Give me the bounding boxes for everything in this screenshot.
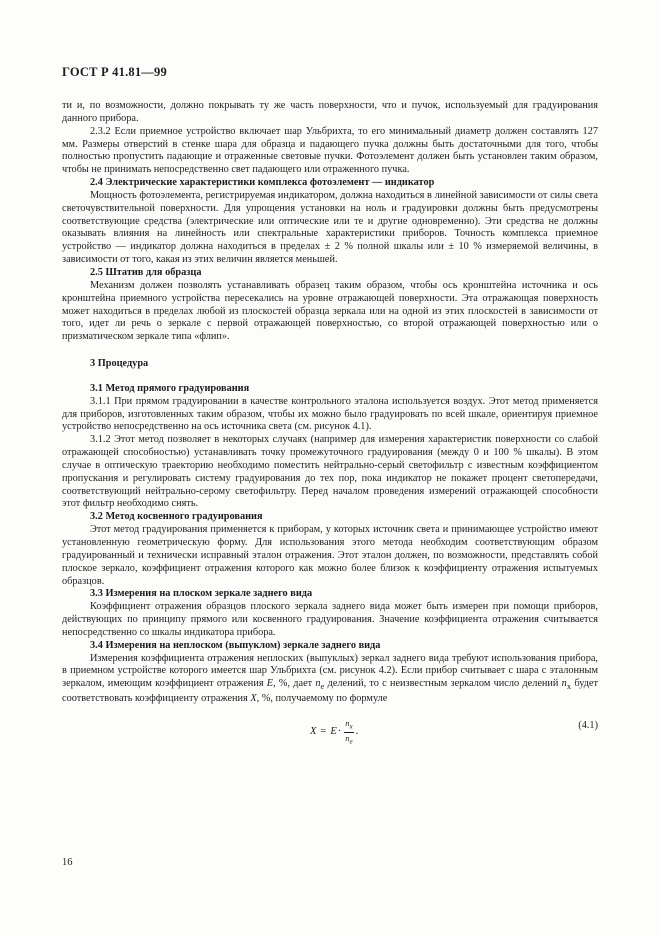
variable-n-e: n (315, 678, 321, 690)
document-header: ГОСТ Р 41.81—99 (62, 65, 167, 79)
formula-lhs: X (310, 725, 317, 737)
paragraph-2-4: Мощность фотоэлемента, регистрируемая индикатором, должна находиться в линейной зависимости от силы света светочувствительной поверхности. Для упрощения установки на ноль и градуировки должны быть предусмотрены соответствующие средства (электрические или оптические или те и другие одновременно). Эти средства не должны оказывать влияния на линейность или спектральные характеристики приборов. Точность комплекса приемное устройство — индикатор должна находиться в пределах ± 2 % полной шкалы или ± 10 % измеряемой величины, в зависимости от того, какая из этих величин является меньшей. (62, 189, 598, 266)
paragraph-3-2: Этот метод градуирования применяется к приборам, у которых источник света и принимающее устройство имеют установленную геометрическую форму. Для использования этого метода необходим соответствующим образом градуированный и технически исправный эталон отражения. Этот эталон должен, по возможности, представлять собой плоское зеркало, коэффициент отражения которого как можно более близок к коэффициенту отражения испытуемых образцов. (62, 524, 598, 587)
heading-3-2: 3.2 Метод косвенного градуирования (90, 511, 263, 523)
variable-n-x: n (561, 678, 567, 690)
paragraph-2-3-2: 2.3.2 Если приемное устройство включает шар Ульбрихта, то его минимальный диаметр должен составлять 127 мм. Размеры отверстий в стенке шара для образца и падающего пучка должны быть достаточными для того, чтобы полностью пропустить падающие и отраженные световые пучки. Фотоэлемент должен быть установлен таким образом, чтобы не принимать непосредственно свет падающего или отраженного пучка. (62, 125, 598, 176)
formula-numerator: $n_x$ (345, 718, 353, 731)
paragraph-3-4: Измерения коэффициента отражения неплоских (выпуклых) зеркал заднего вида требуют использования прибора, в приемном устройстве которого имеется шар Ульбрихта (см. рисунок 4.2). Если прибор считывает с шара с эталонным зеркалом, имеющим коэффициент отражения E, %, дает $n_e$ делений, то с неизвестным зеркалом число делений $n_x$ будет соответствовать коэффициенту отражения X, %, получаемому по формуле (62, 652, 599, 705)
heading-3-1: 3.1 Метод прямого градуирования (90, 382, 250, 394)
paragraph-3-1-2: 3.1.2 Этот метод позволяет в некоторых случаях (например для измерения характеристик поверхности со слабой отражающей способностью) устанавливать точку промежуточного градуирования (между 0 и 100 % шкалы). В этом случае в оптическую траекторию необходимо поместить нейтрально-серый светофильтр с известным коэффициентом пропускания и регулировать систему градуирования до тех пор, пока индикатор не покажет процент светопередачи, соответствующий нейтрально-серому светофильтру. Перед началом проведения измерений отражающей способности этот фильтр необходимо снять. (62, 434, 598, 510)
heading-3-4: 3.4 Измерения на неплоском (выпуклом) зеркале заднего вида (90, 639, 381, 651)
formula-fraction (344, 718, 353, 746)
formula-equals: = (320, 725, 327, 737)
paragraph-3-3: Коэффициент отражения образцов плоского зеркала заднего вида может быть измерен при помощи приборов, действующих по принципу прямого или косвенного градуирования. Значение коэффициента отражения считывается непосредственно со шкалы индикатора прибора. (62, 601, 598, 638)
variable-e: E (266, 678, 274, 690)
heading-3: 3 Процедура (90, 358, 149, 370)
formula-dot: · (337, 725, 342, 737)
formula-period: . (355, 725, 359, 737)
formula-denominator: $n_e$ (345, 732, 353, 746)
page-number: 16 (62, 857, 73, 868)
formula-expression (310, 718, 358, 746)
equation-number: (4.1) (578, 720, 598, 732)
document-body (62, 100, 598, 744)
heading-2-4: 2.4 Электрические характеристики комплекса фотоэлемент — индикатор (90, 177, 435, 189)
paragraph-3-1-1: 3.1.1 При прямом градуировании в качестве контрольного эталона используется воздух. Этот метод применяется для приборов, изготовленных таким образом, чтобы их можно было градуировать по всей шкале, ориентируя приемное устройство непосредственно на ось источника света (см. рисунок 4.1). (62, 395, 598, 433)
paragraph-continuation: ти и, по возможности, должно покрывать ту же часть поверхности, что и пучок, используемый для градуирования данного прибора. (62, 100, 598, 124)
formula-factor: E (330, 725, 337, 737)
formula-4-1 (62, 714, 598, 744)
variable-x: X (250, 693, 257, 705)
heading-2-5: 2.5 Штатив для образца (90, 266, 202, 278)
heading-3-3: 3.3 Измерения на плоском зеркале заднего вида (90, 588, 313, 600)
paragraph-2-5: Механизм должен позволять устанавливать образец таким образом, чтобы ось кронштейна источника и ось кронштейна приемного устройства пересекались на уровне отражающей поверхности. Эта отражающая поверхность может находиться в пределах любой из плоскостей образца зеркала или на одной из этих плоскостей в зависимости от того, идет ли речь о зеркале с первой отражающей поверхностью, со второй отражающей поверхностью или о призматическом зеркале типа «флип». (62, 279, 598, 343)
